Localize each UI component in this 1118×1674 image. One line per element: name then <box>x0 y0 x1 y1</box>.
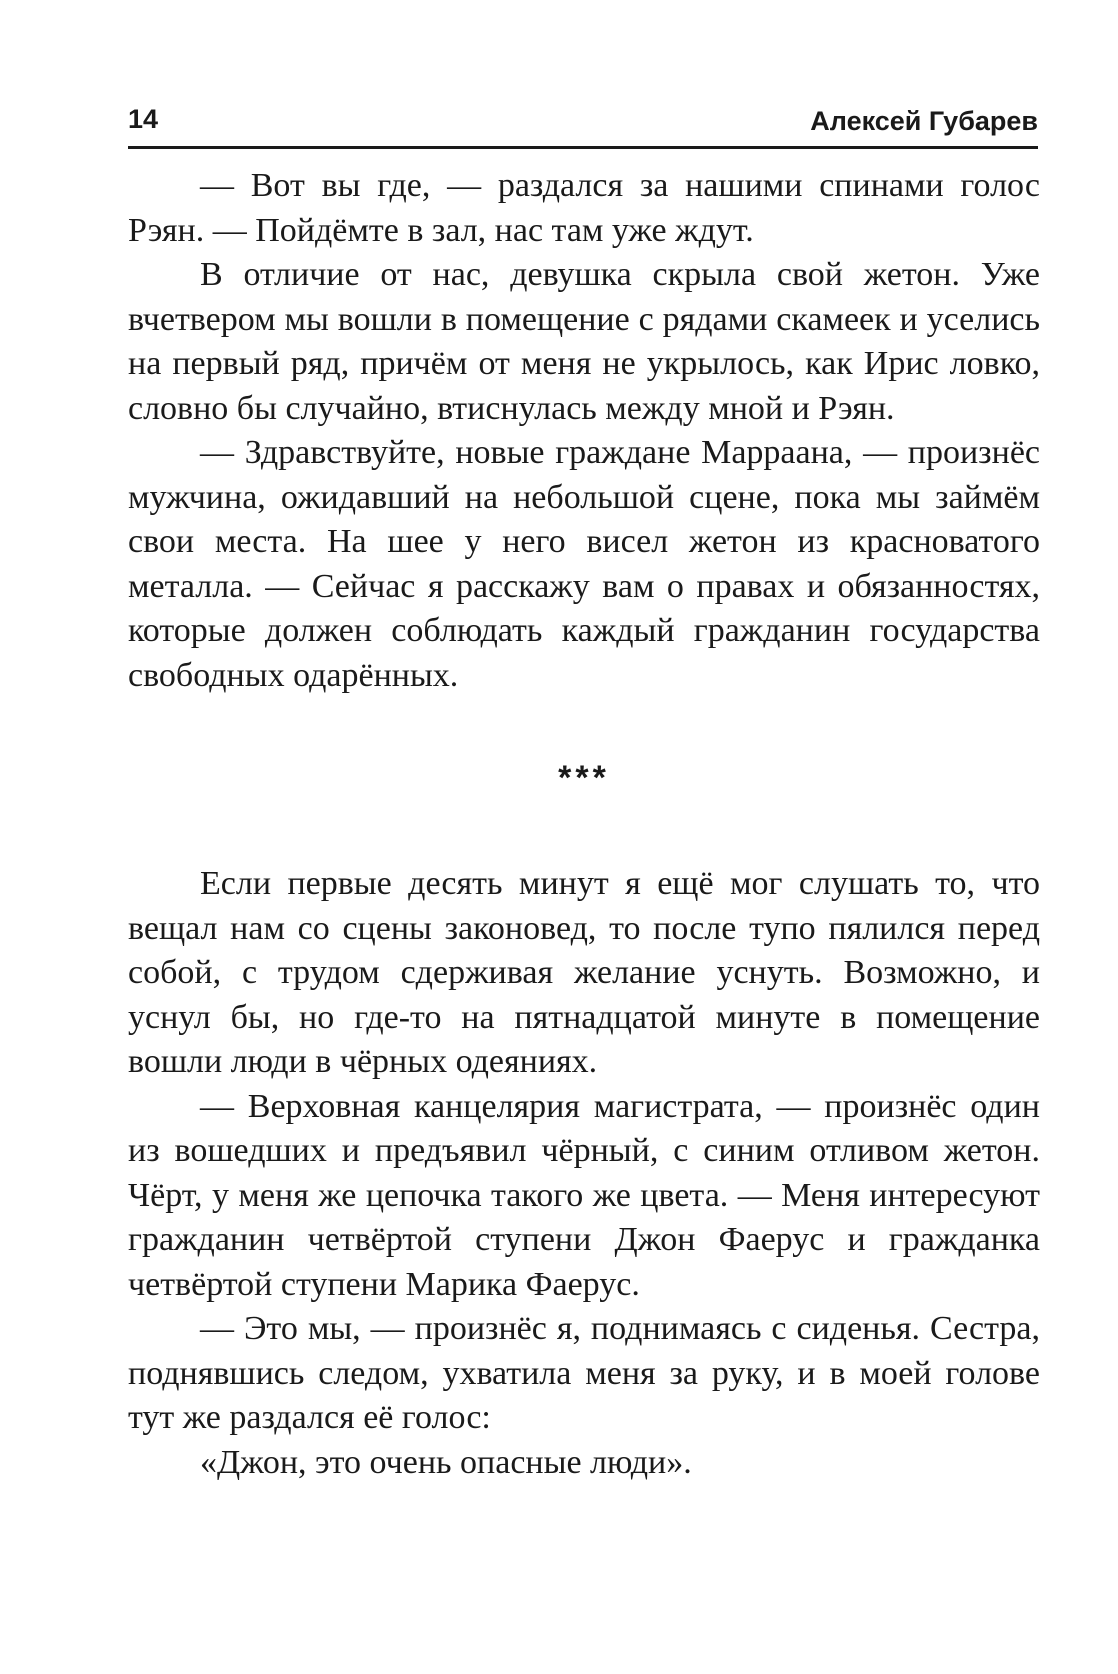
paragraph: «Джон, это очень опасные люди». <box>200 1443 692 1481</box>
running-head-author: Алексей Губарев <box>810 106 1038 136</box>
scene-break: *** <box>558 759 610 797</box>
paragraph: — Это мы, — произнёс я, поднимаясь с сиденья. Сестра, поднявшись следом, ухватила меня за руку, и в моей голове тут же раздался её голос: <box>128 1310 1040 1436</box>
running-head <box>128 102 1038 149</box>
body-text <box>128 164 1040 1485</box>
paragraph: Если первые десять минут я ещё мог слушать то, что вещал нам со сцены законовед, то после тупо пялился перед собой, с трудом сдерживая желание уснуть. Возможно, и уснул бы, но где-то на пятнадцатой минуте в помещение вошли люди в чёрных одеяниях. <box>128 865 1040 1080</box>
paragraph: — Вот вы где, — раздался за нашими спинами голос Рэян. — Пойдёмте в зал, нас там уже ждут. <box>128 167 1040 249</box>
paragraph: В отличие от нас, девушка скрыла свой жетон. Уже вчетвером мы вошли в помещение с рядами скамеек и уселись на первый ряд, причём от меня не укрылось, как Ирис ловко, словно бы случайно, втиснулась между мной и Рэян. <box>128 256 1040 427</box>
page-number: 14 <box>128 104 159 134</box>
paragraph: — Здравствуйте, новые граждане Марраана, — произнёс мужчина, ожидавший на небольшой сцене, пока мы займём свои места. На шее у него висел жетон из красноватого металла. — Сейчас я расскажу вам о правах и обязанностях, которые должен соблюдать каждый гражданин государства свободных одарённых. <box>128 434 1040 694</box>
paragraph: — Верховная канцелярия магистрата, — произнёс один из вошедших и предъявил чёрный, с синим отливом жетон. Чёрт, у меня же цепочка такого же цвета. — Меня интересуют гражданин четвёртой ступени Джон Фаерус и гражданка четвёртой ступени Марика Фаерус. <box>128 1087 1040 1303</box>
